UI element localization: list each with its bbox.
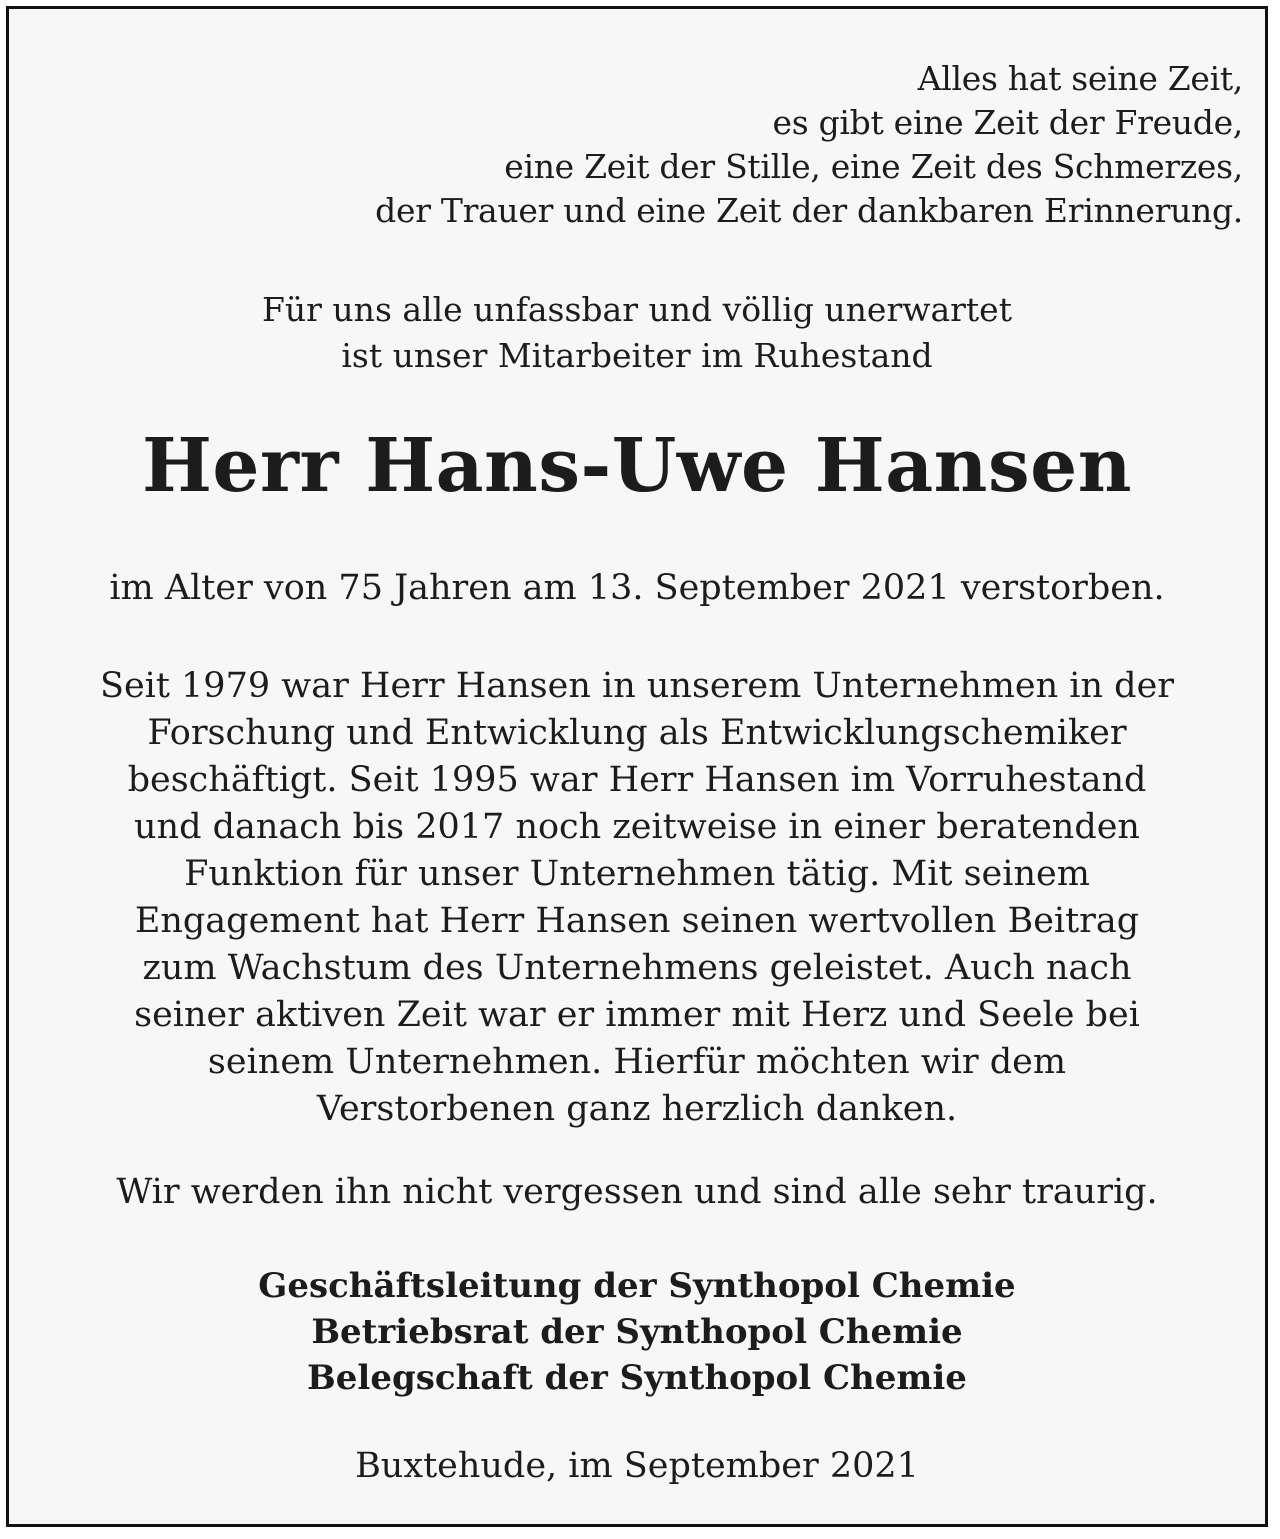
signer-line: Belegschaft der Synthopol Chemie xyxy=(307,1358,967,1398)
signers-block xyxy=(9,1263,1265,1401)
tribute-text xyxy=(29,663,1245,1133)
signer-line: Geschäftsleitung der Synthopol Chemie xyxy=(258,1266,1016,1306)
tribute-line: seiner aktiven Zeit war er immer mit Herz und Seele bei xyxy=(134,995,1140,1035)
deceased-name: Herr Hans-Uwe Hansen xyxy=(141,423,1133,509)
motto-line: der Trauer und eine Zeit der dankbaren Erinnerung. xyxy=(375,191,1243,230)
tribute-line: Forschung und Entwicklung als Entwicklungschemiker xyxy=(147,713,1127,753)
obituary-notice xyxy=(6,6,1268,1527)
tribute-line: Engagement hat Herr Hansen seinen wertvollen Beitrag xyxy=(134,901,1140,941)
tribute-line: Seit 1979 war Herr Hansen in unserem Unternehmen in der xyxy=(99,666,1175,706)
age-and-date-line: im Alter von 75 Jahren am 13. September 2021 verstorben. xyxy=(109,568,1165,608)
tribute-line: beschäftigt. Seit 1995 war Herr Hansen im Vorruhestand xyxy=(127,760,1147,800)
motto-line: Alles hat seine Zeit, xyxy=(917,59,1243,98)
closing-sentence: Wir werden ihn nicht vergessen und sind alle sehr traurig. xyxy=(116,1172,1158,1212)
intro-line: ist unser Mitarbeiter im Ruhestand xyxy=(341,336,933,375)
place-and-date: Buxtehude, im September 2021 xyxy=(355,1446,919,1486)
tribute-line: und danach bis 2017 noch zeitweise in einer beratenden xyxy=(134,807,1140,847)
motto-line: es gibt eine Zeit der Freude, xyxy=(772,103,1243,142)
signer-line: Betriebsrat der Synthopol Chemie xyxy=(311,1312,963,1352)
tribute-line: Verstorbenen ganz herzlich danken. xyxy=(316,1089,958,1129)
motto-line: eine Zeit der Stille, eine Zeit des Schmerzes, xyxy=(504,147,1243,186)
tribute-line: seinem Unternehmen. Hierfür möchten wir dem xyxy=(207,1042,1067,1082)
intro-text xyxy=(9,287,1265,379)
tribute-line: Funktion für unser Unternehmen tätig. Mit seinem xyxy=(184,854,1090,894)
intro-line: Für uns alle unfassbar und völlig unerwartet xyxy=(262,290,1012,329)
motto-quote xyxy=(375,57,1243,233)
tribute-line: zum Wachstum des Unternehmens geleistet. Auch nach xyxy=(142,948,1132,988)
